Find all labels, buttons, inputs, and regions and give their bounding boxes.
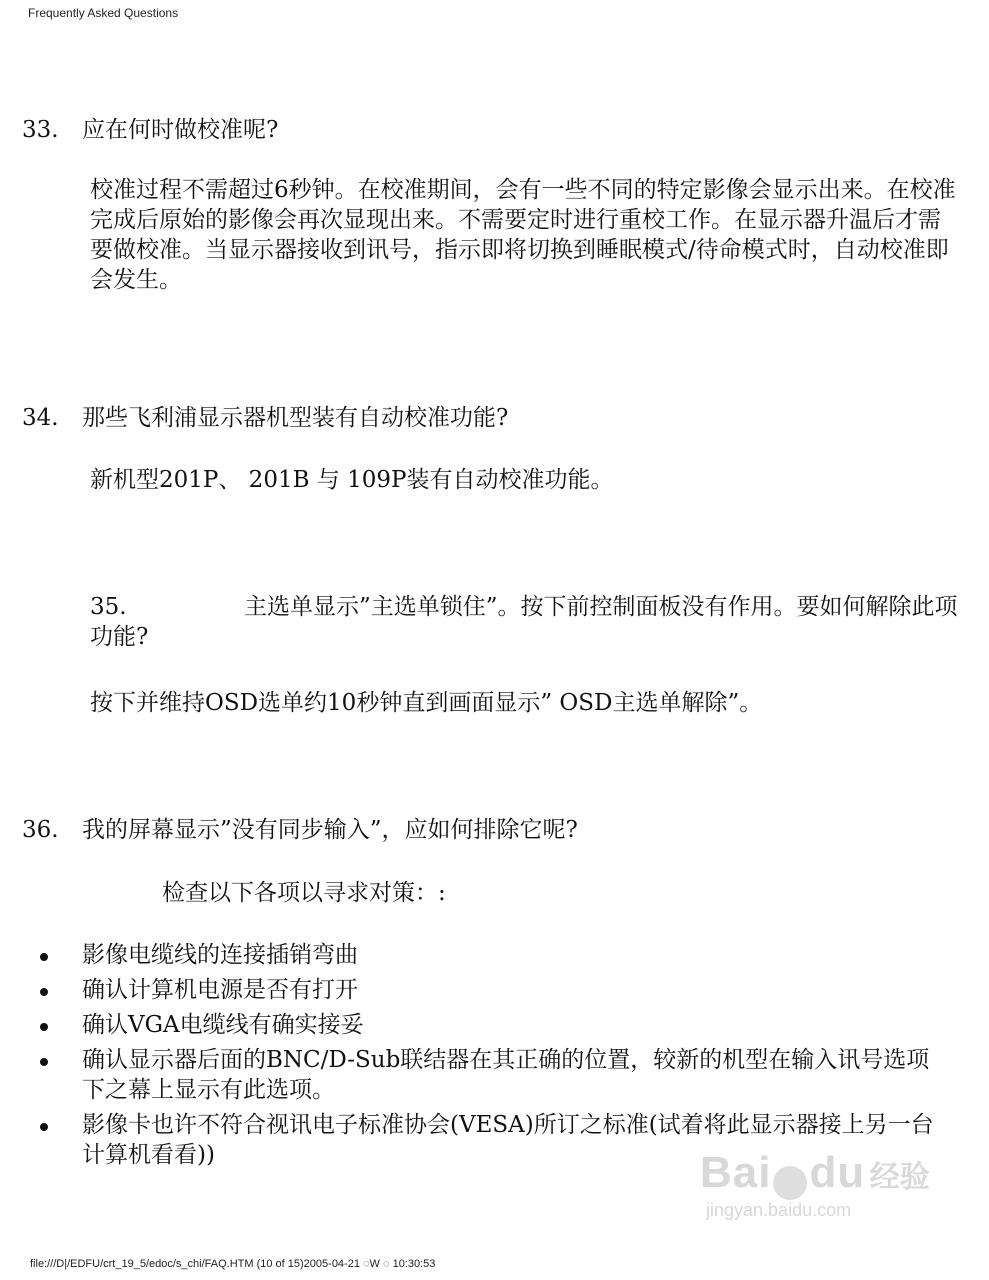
list-item: 影像卡也许不符合视讯电子标准协会(VESA)所订之标准(试着将此显示器接上另一台计算机看看))	[0, 1110, 989, 1170]
baidu-watermark	[700, 1148, 960, 1248]
paw-icon	[773, 1166, 807, 1200]
bullet-icon	[40, 988, 48, 996]
question-35	[90, 592, 960, 652]
answer-34: 新机型201P、 201B 与 109P装有自动校准功能。	[90, 467, 614, 493]
answer-35: 按下并维持OSD选单约10秒钟直到画面显示” OSD主选单解除”。	[90, 690, 763, 716]
question-text: 我的屏幕显示”没有同步输入”，应如何排除它呢?	[82, 817, 578, 843]
answer-33: 校准过程不需超过6秒钟。在校准期间，会有一些不同的特定影像会显示出来。在校准完成后原始的影像会再次显现出来。不需要定时进行重校工作。在显示器升温后才需要做校准。当显示器接收到讯号，指示即将切换到睡眠模式/待命模式时，自动校准即会发生。	[90, 177, 956, 293]
question-33	[22, 115, 278, 145]
page-footer: file:///D|/EDFU/crt_19_5/edoc/s_chi/FAQ.HTM (10 of 15)2005-04-21 ◌W ◌ 10:30:53	[30, 1258, 436, 1270]
question-36	[22, 815, 578, 845]
bullet-icon	[40, 953, 48, 961]
question-number: 34.	[22, 405, 59, 431]
question-text: 应在何时做校准呢?	[82, 117, 279, 143]
page-header: Frequently Asked Questions	[28, 6, 179, 20]
list-item: 确认VGA电缆线有确实接妥	[0, 1010, 989, 1040]
question-number: 36.	[22, 817, 59, 843]
answer-36-intro: 检查以下各项以寻求对策：:	[162, 880, 446, 906]
question-number: 35.	[90, 594, 127, 620]
watermark-brand: Bai	[700, 1148, 772, 1197]
bullet-icon	[40, 1023, 48, 1031]
bullet-icon	[40, 1123, 48, 1131]
checklist	[0, 940, 989, 1175]
list-item: 影像电缆线的连接插销弯曲	[0, 940, 989, 970]
question-text: 主选单显示”主选单锁住”。按下前控制面板没有作用。要如何解除此项功能?	[90, 594, 958, 650]
watermark-url: jingyan.baidu.com	[706, 1199, 852, 1220]
question-number: 33.	[22, 117, 59, 143]
list-item: 确认显示器后面的BNC/D-Sub联结器在其正确的位置，较新的机型在输入讯号选项下之幕上显示有此选项。	[0, 1045, 989, 1105]
list-item: 确认计算机电源是否有打开	[0, 975, 989, 1005]
question-text: 那些飞利浦显示器机型装有自动校准功能?	[82, 405, 509, 431]
bullet-icon	[40, 1058, 48, 1066]
watermark-brand-suffix: du	[809, 1148, 866, 1197]
watermark-cn: 经验	[869, 1161, 930, 1194]
question-34	[22, 403, 508, 433]
